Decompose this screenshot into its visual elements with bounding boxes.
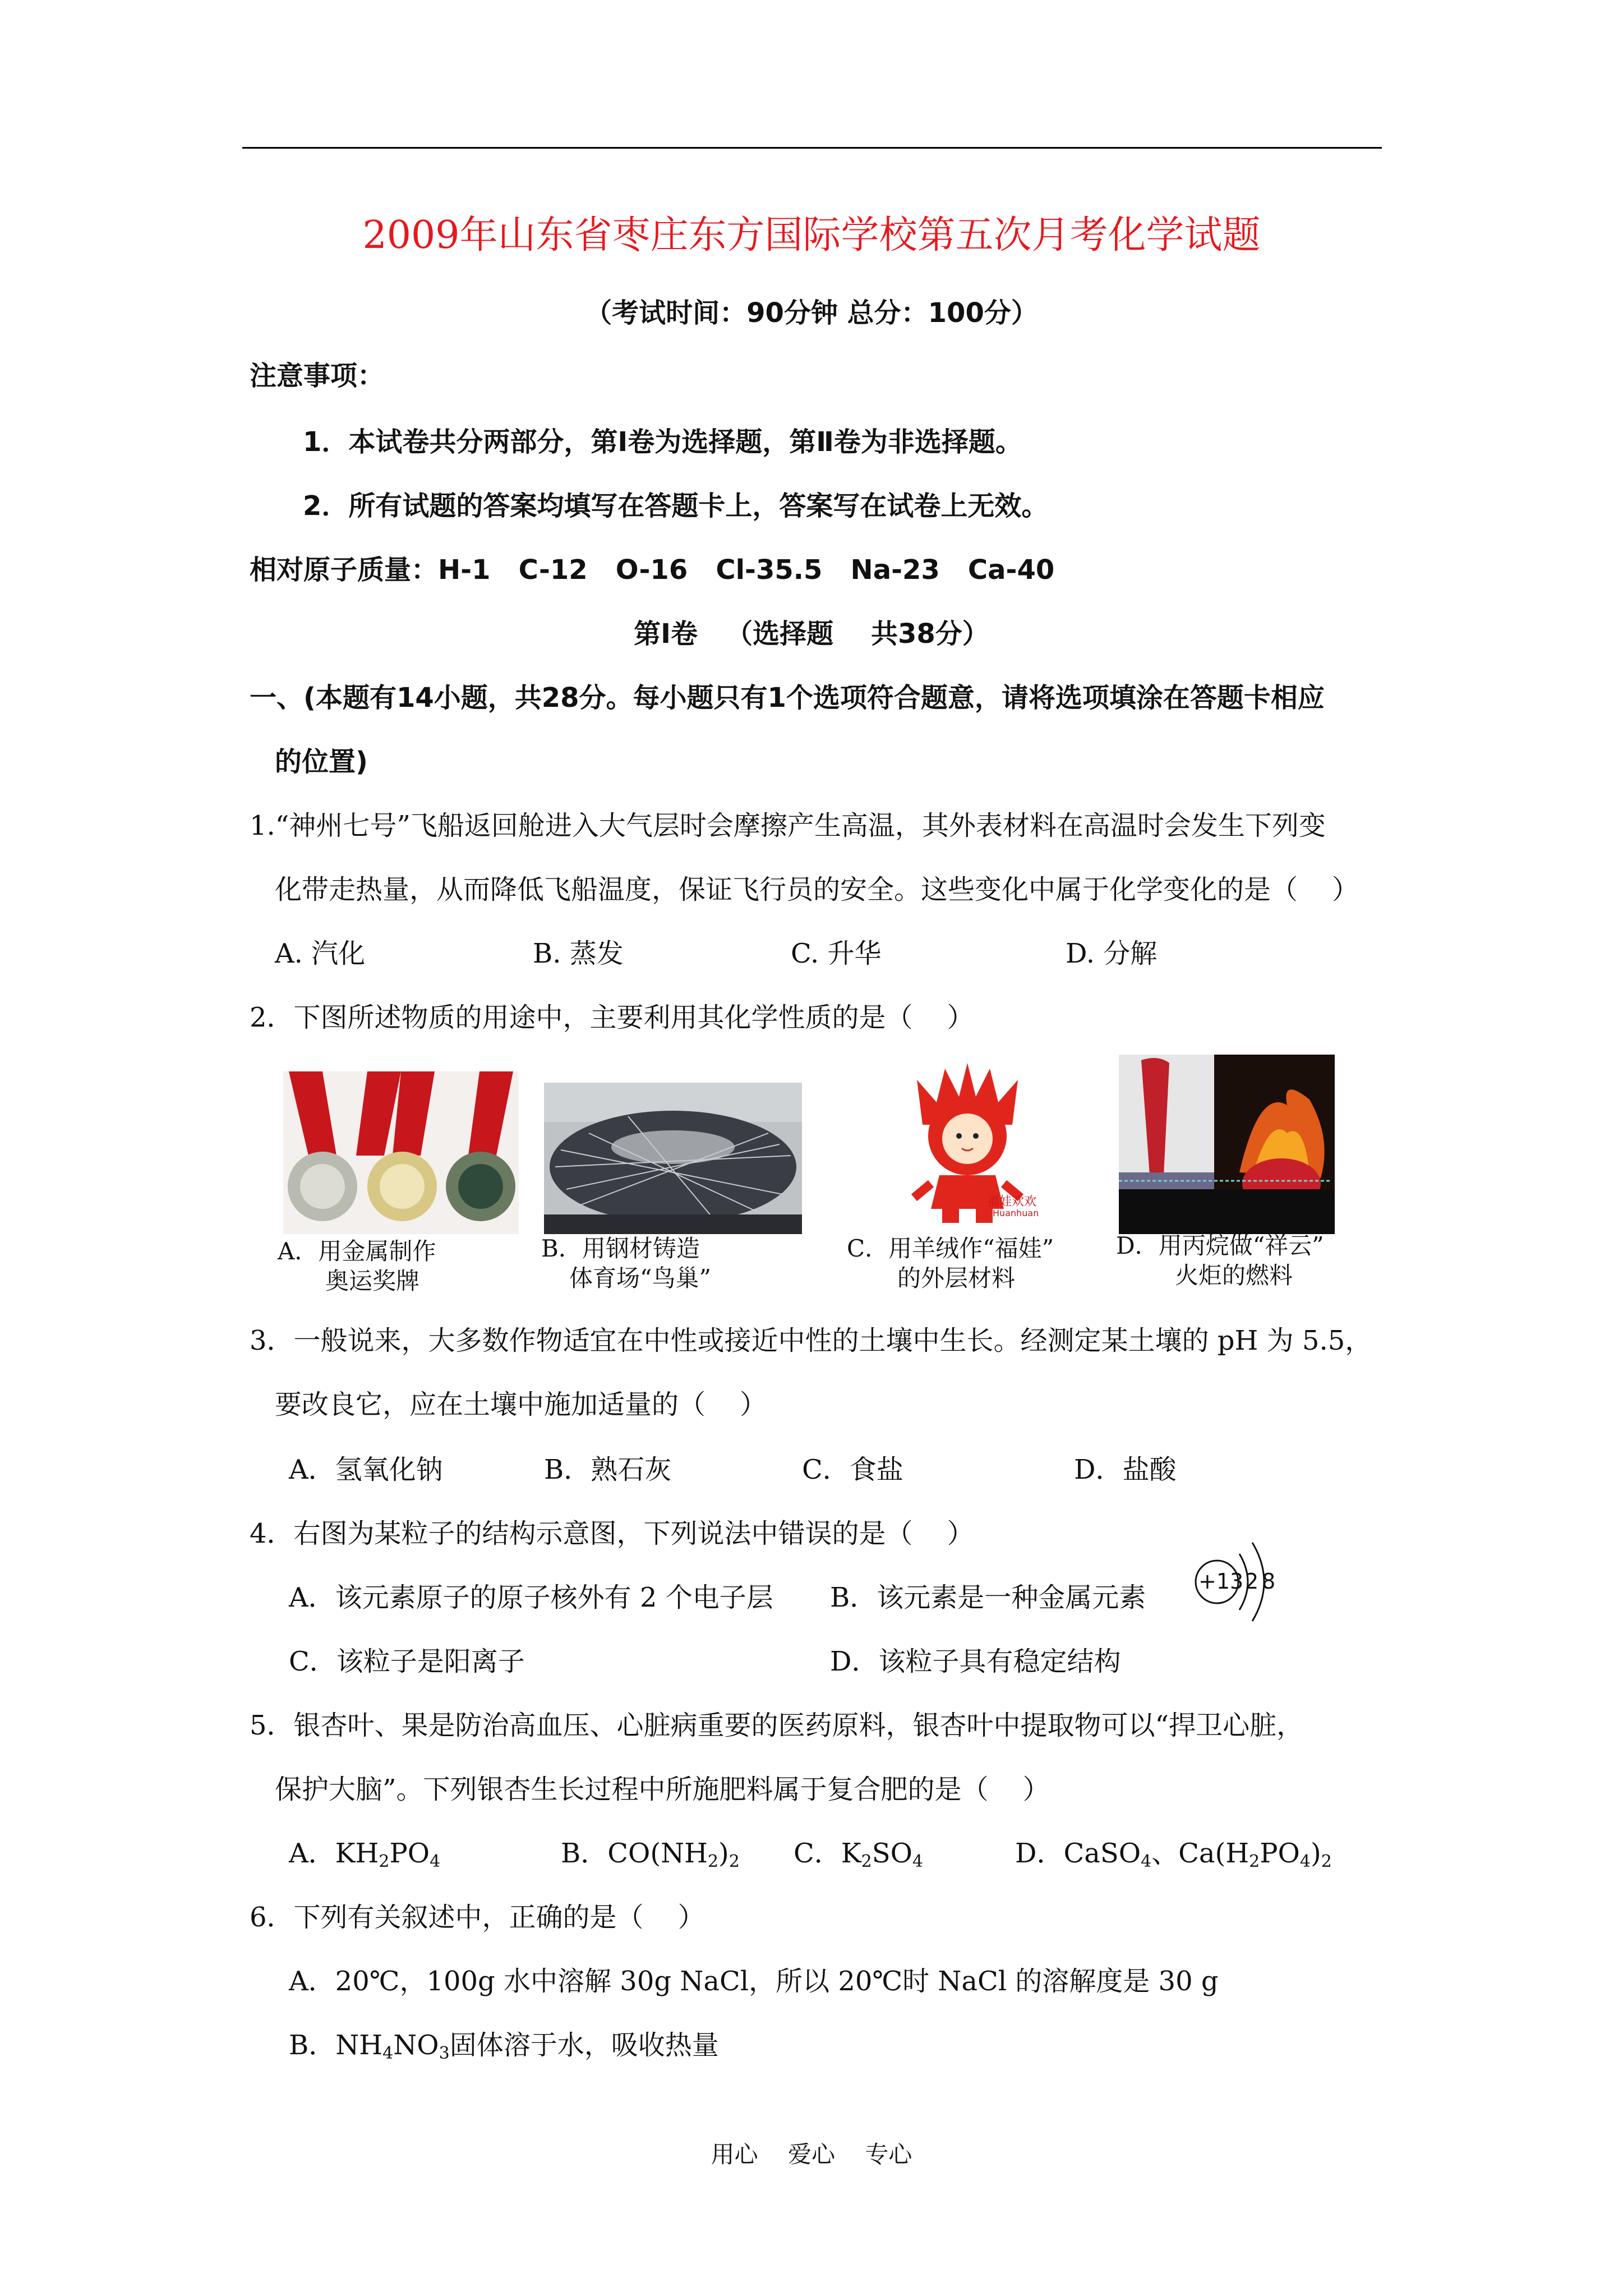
q1-line1: 1.“神州七号”飞船返回舱进入大气层时会摩擦产生高温，其外表材料在高温时会发生下列变	[250, 810, 1326, 841]
q3-option-b: B．熟石灰	[544, 1454, 672, 1485]
shell2-label: 8	[1262, 1569, 1276, 1594]
caption-d-2: 火炬的燃料	[1175, 1262, 1293, 1289]
q3-option-a: A．氢氧化钠	[289, 1454, 443, 1485]
q5-line1: 5．银杏叶、果是防治高血压、心脏病重要的医药原料，银杏叶中提取物可以“捍卫心脏，	[250, 1710, 1304, 1741]
caption-d-line1: 用丙烷做“祥云”	[1158, 1232, 1324, 1259]
caption-b-2: 体育场“鸟巢”	[569, 1264, 711, 1292]
caption-a	[278, 1237, 436, 1266]
q6-option-b: B．$NH_4NO_3$固体溶于水，吸收热量	[289, 2030, 719, 2063]
caption-d	[1116, 1231, 1324, 1260]
header-rule	[242, 147, 1382, 149]
q2-stem: 2．下图所述物质的用途中，主要利用其化学性质的是（ ）	[250, 1002, 974, 1033]
page-title: 2009年山东省枣庄东方国际学校第五次月考化学试题	[362, 213, 1261, 257]
q4-stem: 4．右图为某粒子的结构示意图，下列说法中错误的是（ ）	[250, 1518, 974, 1549]
medals-image	[283, 1071, 519, 1234]
caption-a-line1: 用金属制作	[318, 1237, 436, 1265]
ion-structure-diagram	[1186, 1534, 1287, 1630]
notice-heading: 注意事项：	[250, 360, 385, 392]
q4-option-c: C．该粒子是阳离子	[289, 1646, 525, 1677]
q4-option-d: D．该粒子具有稳定结构	[830, 1646, 1121, 1677]
caption-c	[847, 1234, 1054, 1263]
shell1-label: 2	[1245, 1569, 1259, 1594]
q3-option-c: C．食盐	[802, 1454, 903, 1485]
q1-option-a: A. 汽化	[275, 938, 366, 969]
caption-a-2: 奥运奖牌	[325, 1267, 420, 1295]
q1-option-d: D. 分解	[1066, 938, 1158, 969]
section1-line1: 一、(本题有14小题，共28分。每小题只有1个选项符合题意，请将选项填涂在答题卡相应	[250, 682, 1325, 714]
caption-d-letter: D．	[1116, 1232, 1159, 1259]
q3-line1: 3．一般说来，大多数作物适宜在中性或接近中性的土壤中生长。经测定某土壤的 pH 为 5.5，	[250, 1325, 1372, 1356]
q3-option-d: D．盐酸	[1074, 1454, 1177, 1485]
q6-stem: 6．下列有关叙述中，正确的是（ ）	[250, 1902, 705, 1933]
caption-b-line1: 用钢材铸造	[582, 1235, 700, 1262]
caption-a-letter: A．	[278, 1237, 319, 1265]
q1-line2: 化带走热量，从而降低飞船温度，保证飞行员的安全。这些变化中属于化学变化的是（ ）	[275, 874, 1359, 905]
nucleus-label: +13	[1198, 1569, 1244, 1594]
exam-subtitle: （考试时间：90分钟 总分：100分）	[585, 297, 1038, 329]
caption-b	[541, 1234, 700, 1263]
notice-1: 1．本试卷共分两部分，第Ⅰ卷为选择题，第Ⅱ卷为非选择题。	[303, 426, 1022, 458]
q5-option-c: C．$K_2SO_4$	[794, 1838, 924, 1871]
q5-option-d: D．CaSO$_4$、$Ca(H_2PO_4)_2$	[1015, 1838, 1332, 1871]
q4-option-b: B．该元素是一种金属元素	[830, 1582, 1146, 1613]
q4-option-a: A．该元素原子的原子核外有 2 个电子层	[289, 1582, 773, 1613]
section1-line2: 的位置)	[275, 746, 368, 777]
caption-c-2: 的外层材料	[897, 1264, 1016, 1292]
fuwa-caption-en: Huanhuan	[993, 1208, 1039, 1218]
fuwa-caption: 福娃欢欢	[987, 1195, 1037, 1209]
q5-line2: 保护大脑”。下列银杏生长过程中所施肥料属于复合肥的是（ ）	[275, 1774, 1050, 1805]
q3-line2: 要改良它，应在土壤中施加适量的（ ）	[275, 1389, 767, 1420]
q1-option-c: C. 升华	[791, 938, 882, 969]
notice-2: 2．所有试题的答案均填写在答题卡上，答案写在试卷上无效。	[303, 490, 1049, 522]
part1-heading: 第Ⅰ卷 （选择题 共38分）	[634, 618, 989, 650]
q5-option-a: A．$KH_2PO_4$	[289, 1838, 441, 1871]
q6-option-a: A．20℃，100g 水中溶解 30g NaCl，所以 20℃时 NaCl 的溶解度是 30 g	[289, 1966, 1219, 1997]
atomic-masses: 相对原子质量：H-1 C-12 O-16 Cl-35.5 Na-23 Ca-40	[250, 554, 1055, 586]
q5-option-b: B．$CO(NH_2)_2$	[561, 1838, 740, 1871]
fuwa-mascot-image	[883, 1057, 1052, 1237]
birds-nest-image	[544, 1083, 802, 1234]
page-footer: 用心 爱心 专心	[711, 2141, 912, 2168]
q1-option-b: B. 蒸发	[533, 938, 624, 969]
caption-b-letter: B．	[541, 1235, 582, 1262]
torch-image	[1119, 1055, 1335, 1234]
caption-c-line1: 用羊绒作“福娃”	[888, 1235, 1054, 1262]
caption-c-letter: C．	[847, 1235, 889, 1262]
